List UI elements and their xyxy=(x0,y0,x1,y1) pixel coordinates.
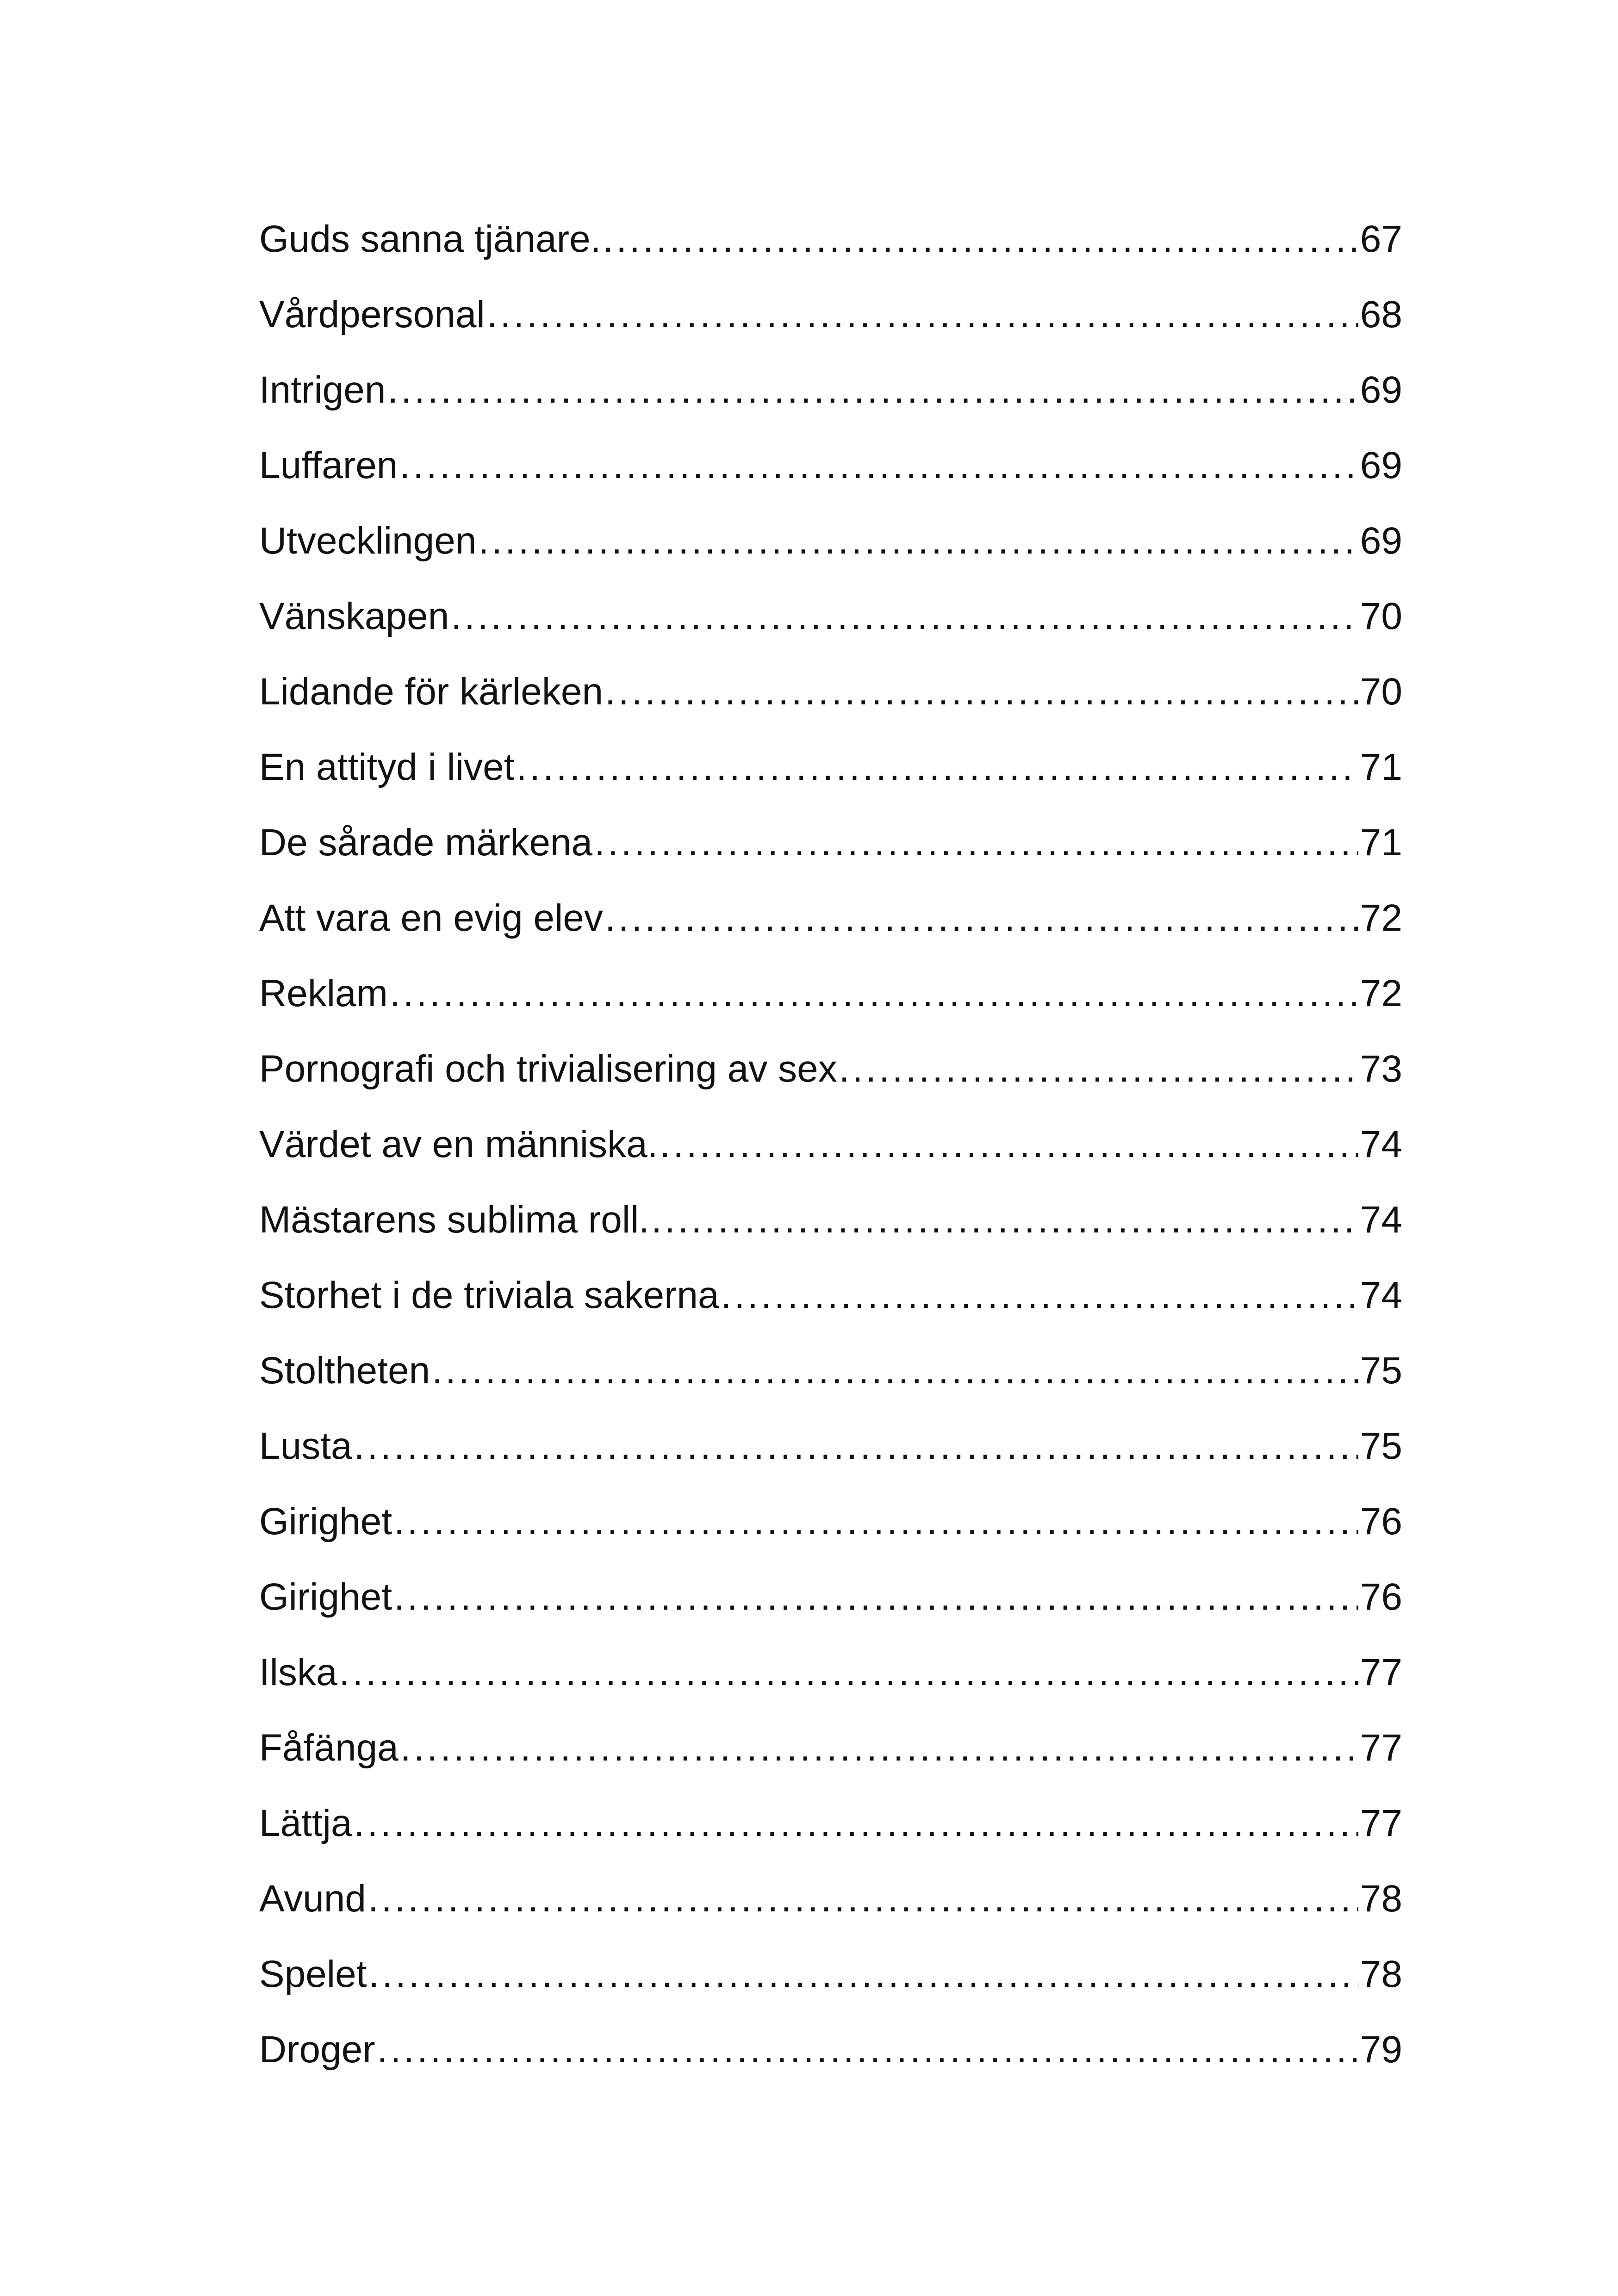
toc-dot-leader xyxy=(605,654,1358,729)
toc-entry[interactable] xyxy=(259,1484,1402,1559)
toc-entry-title: Lusta xyxy=(259,1425,352,1467)
toc-entry[interactable] xyxy=(259,503,1402,579)
toc-entry[interactable] xyxy=(259,805,1402,880)
toc-entry-page: 77 xyxy=(1360,1727,1402,1769)
toc-entry-page: 74 xyxy=(1360,1123,1402,1165)
toc-entry-page: 78 xyxy=(1360,1953,1402,1995)
toc-dot-leader xyxy=(354,1786,1358,1861)
toc-dot-leader xyxy=(487,277,1358,352)
toc-dot-leader xyxy=(390,956,1358,1031)
toc-entry[interactable] xyxy=(259,1936,1402,2012)
toc-entry-page: 69 xyxy=(1360,444,1402,486)
toc-entry[interactable] xyxy=(259,654,1402,729)
toc-entry[interactable] xyxy=(259,277,1402,352)
toc-entry-page: 72 xyxy=(1360,972,1402,1014)
toc-entry-title: Luffaren xyxy=(259,444,398,486)
toc-entry-page: 71 xyxy=(1360,746,1402,788)
toc-entry-page: 77 xyxy=(1360,1651,1402,1693)
toc-entry-title: Spelet xyxy=(259,1953,367,1995)
toc-entry-title: Att vara en evig elev xyxy=(259,897,603,939)
toc-dot-leader xyxy=(432,1333,1358,1408)
toc-entry[interactable] xyxy=(259,1408,1402,1484)
toc-entry-title: Guds sanna tjänare. xyxy=(259,218,601,260)
toc-entry-title: Girighet xyxy=(259,1576,392,1618)
toc-entry-title: Pornografi och trivialisering av sex xyxy=(259,1048,837,1090)
toc-entry-page: 76 xyxy=(1360,1500,1402,1543)
toc-entry-title: En attityd i livet xyxy=(259,746,515,788)
toc-entry-title: Mästarens sublima roll. xyxy=(259,1199,650,1241)
toc-dot-leader xyxy=(339,1635,1358,1710)
toc-entry-page: 77 xyxy=(1360,1802,1402,1844)
toc-entry[interactable] xyxy=(259,1182,1402,1257)
toc-entry[interactable] xyxy=(259,201,1402,277)
toc-dot-leader xyxy=(377,2012,1358,2087)
toc-entry-page: 75 xyxy=(1360,1425,1402,1467)
table-of-contents xyxy=(259,201,1402,2087)
toc-dot-leader xyxy=(839,1031,1358,1107)
toc-entry[interactable] xyxy=(259,1333,1402,1408)
toc-dot-leader xyxy=(516,729,1358,805)
toc-entry[interactable] xyxy=(259,1710,1402,1786)
toc-dot-leader xyxy=(451,579,1358,654)
toc-entry-page: 74 xyxy=(1360,1199,1402,1241)
toc-entry-title: Fåfänga xyxy=(259,1727,398,1769)
toc-dot-leader xyxy=(368,1861,1358,1936)
toc-entry-page: 69 xyxy=(1360,369,1402,411)
toc-entry-page: 78 xyxy=(1360,1878,1402,1920)
toc-dot-leader xyxy=(369,1936,1358,2012)
toc-entry[interactable] xyxy=(259,1559,1402,1635)
toc-dot-leader xyxy=(605,880,1358,956)
toc-entry[interactable] xyxy=(259,729,1402,805)
toc-entry-page: 67 xyxy=(1360,218,1402,260)
toc-entry-title: Vänskapen xyxy=(259,595,449,637)
toc-entry[interactable] xyxy=(259,2012,1402,2087)
toc-entry[interactable] xyxy=(259,880,1402,956)
toc-entry-page: 79 xyxy=(1360,2028,1402,2071)
toc-entry[interactable] xyxy=(259,1257,1402,1333)
toc-entry-page: 69 xyxy=(1360,520,1402,562)
toc-entry[interactable] xyxy=(259,1107,1402,1182)
toc-entry[interactable] xyxy=(259,579,1402,654)
toc-entry-title: Stoltheten xyxy=(259,1350,430,1392)
toc-entry-page: 73 xyxy=(1360,1048,1402,1090)
toc-entry-title: De sårade märkena xyxy=(259,821,593,864)
toc-entry-title: Droger xyxy=(259,2028,375,2071)
toc-dot-leader xyxy=(400,1710,1358,1786)
toc-entry-title: Avund xyxy=(259,1878,367,1920)
toc-entry-page: 70 xyxy=(1360,671,1402,713)
toc-dot-leader xyxy=(399,428,1358,503)
toc-entry[interactable] xyxy=(259,1031,1402,1107)
toc-entry[interactable] xyxy=(259,1861,1402,1936)
toc-entry-title: Ilska xyxy=(259,1651,337,1693)
toc-dot-leader xyxy=(354,1408,1358,1484)
toc-dot-leader xyxy=(594,805,1358,880)
toc-entry-title: Storhet i de triviala sakerna xyxy=(259,1274,719,1316)
toc-dot-leader xyxy=(660,1107,1358,1182)
toc-dot-leader xyxy=(721,1257,1358,1333)
toc-entry-page: 75 xyxy=(1360,1350,1402,1392)
toc-entry-title: Värdet av en människa. xyxy=(259,1123,658,1165)
toc-entry-title: Reklam xyxy=(259,972,388,1014)
toc-dot-leader xyxy=(651,1182,1358,1257)
toc-entry-page: 72 xyxy=(1360,897,1402,939)
toc-entry-page: 74 xyxy=(1360,1274,1402,1316)
toc-entry[interactable] xyxy=(259,956,1402,1031)
toc-entry-title: Lidande för kärleken xyxy=(259,671,604,713)
toc-entry-page: 71 xyxy=(1360,821,1402,864)
toc-entry-page: 68 xyxy=(1360,293,1402,336)
toc-entry-page: 76 xyxy=(1360,1576,1402,1618)
toc-entry[interactable] xyxy=(259,352,1402,428)
toc-entry-title: Girighet xyxy=(259,1500,392,1543)
toc-entry-page: 70 xyxy=(1360,595,1402,637)
toc-entry-title: Intrigen xyxy=(259,369,386,411)
toc-dot-leader xyxy=(394,1484,1358,1559)
toc-dot-leader xyxy=(478,503,1358,579)
toc-dot-leader xyxy=(603,201,1358,277)
toc-entry[interactable] xyxy=(259,1786,1402,1861)
toc-entry-title: Lättja xyxy=(259,1802,352,1844)
toc-entry[interactable] xyxy=(259,428,1402,503)
toc-dot-leader xyxy=(388,352,1358,428)
toc-entry-title: Vårdpersonal xyxy=(259,293,485,336)
toc-entry[interactable] xyxy=(259,1635,1402,1710)
toc-entry-title: Utvecklingen xyxy=(259,520,477,562)
toc-dot-leader xyxy=(394,1559,1358,1635)
